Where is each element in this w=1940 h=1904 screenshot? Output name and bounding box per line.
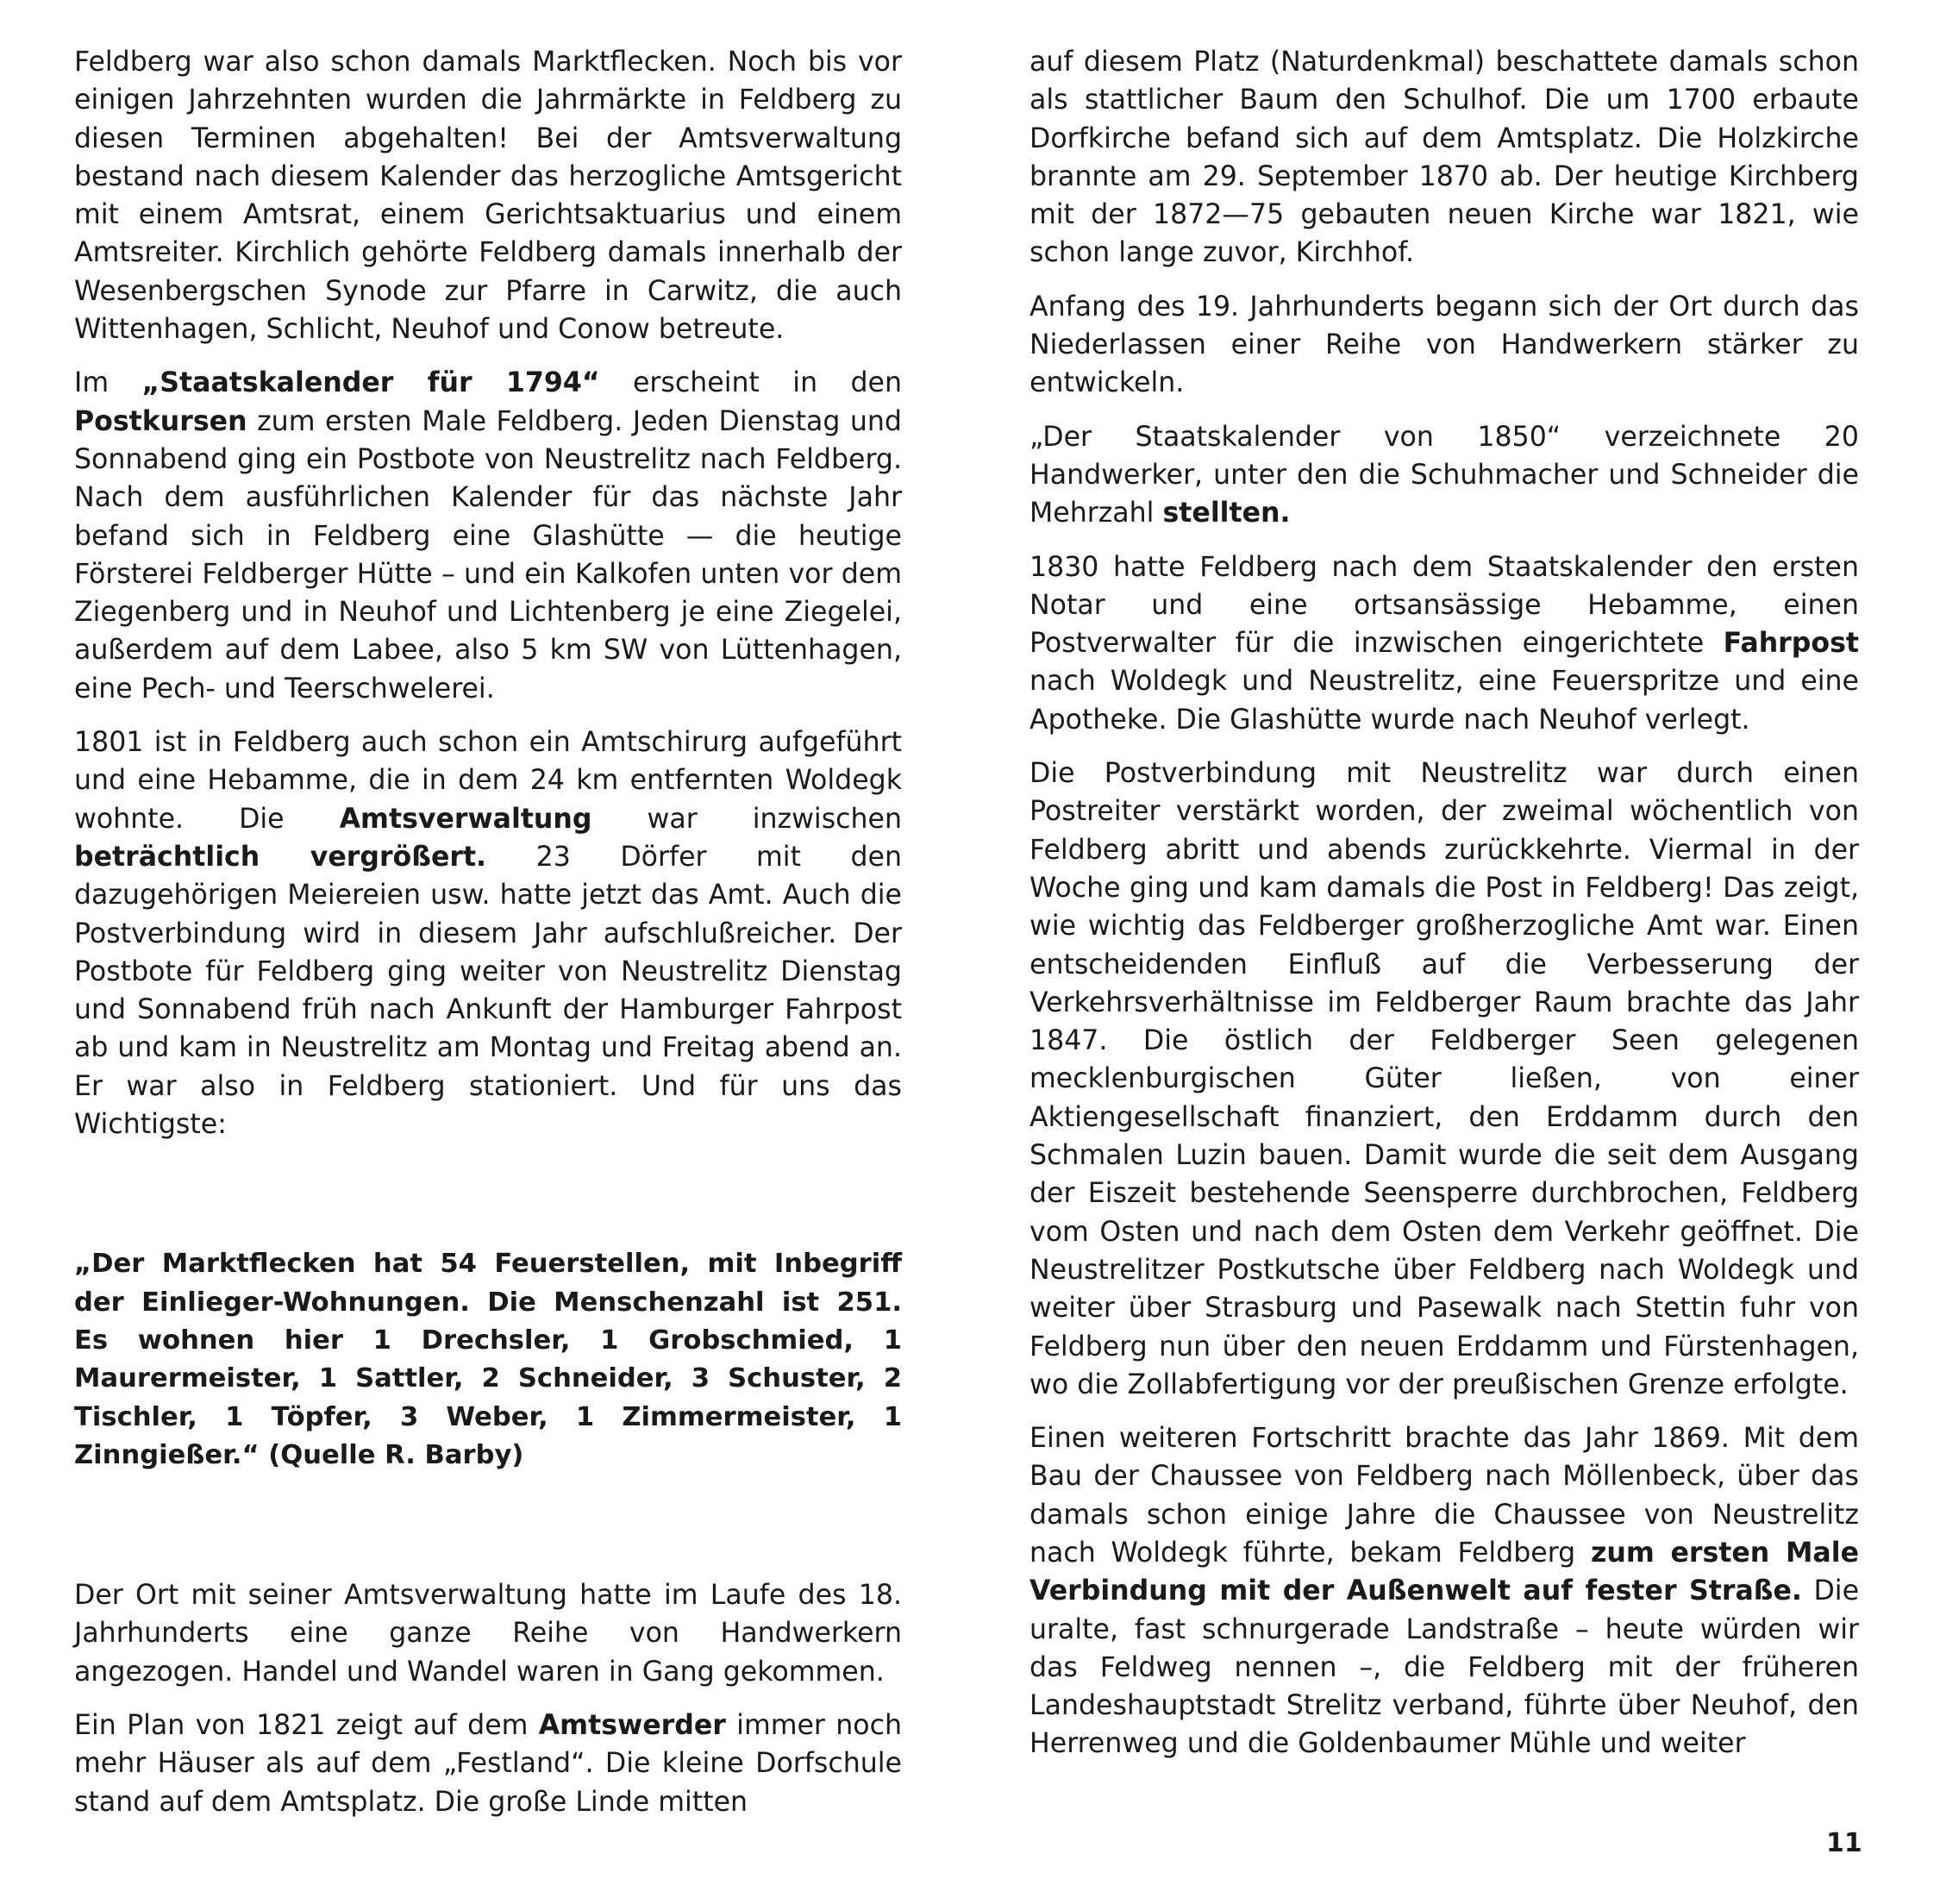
left-text-column <box>74 43 902 1837</box>
text-run: Die uralte, fast schnurgerade Landstraße – heute würden wir das Feldweg nennen –, die Feldberg mit der früheren Landeshauptstadt Strelitz verband, führte über Neuhof, den Herrenweg und die Goldenbaumer Mühle und weiter <box>1029 1575 1860 1760</box>
text-run: 23 Dörfer mit den dazugehörigen Meiereien usw. hatte jetzt das Amt. Auch die Postverbindung wird in diesem Jahr aufschlußreicher. Der Postbote für Feldberg ging weiter von Neustrelitz Dienstag und Sonnabend früh nach Ankunft der Hamburger Fahrpost ab und kam in Neustrelitz am Montag und Freitag abend an. Er war also in Feldberg stationiert. Und für uns das Wichtigste: <box>74 841 903 1141</box>
text-run: Die Postverbindung mit Neustrelitz war durch einen Postreiter verstärkt worden, der zweimal wöchentlich von Feldberg abritt und abends zurückkehrte. Viermal in der Woche ging und kam damals die Post in Feldberg! Das zeigt, wie wichtig das Feldberger großherzogliche Amt war. Einen entscheidenden Einfluß auf die Verbesserung der Verkehrsverhältnisse im Feldberger Raum brachte das Jahr 1847. Die östlich der Feldberger Seen gelegenen mecklenburgischen Güter ließen, von einer Aktiengesellschaft finanziert, den Erddamm durch den Schmalen Luzin bauen. Damit wurde die seit dem Ausgang der Eiszeit bestehende Seensperre durchbrochen, Feldberg vom Osten und nach dem Osten dem Verkehr geöffnet. Die Neustrelitzer Postkutsche über Feldberg nach Woldegk und weiter über Strasburg und Pasewalk nach Stettin fuhr von Feldberg nun über den neuen Erddamm und Fürstenhagen, wo die Zollabfertigung vor der preußischen Grenze erfolgte. <box>1029 758 1859 1400</box>
paragraph-handwerker-18-jahrhundert <box>74 1576 902 1691</box>
paragraph-linde-dorfkirche <box>1029 43 1859 272</box>
text-run: Feldberg war also schon damals Marktflecken. Noch bis vor einigen Jahrzehnten wurden die Jahrmärkte in Feldberg zu diesen Terminen abgehalten! Bei der Amtsverwaltung bestand nach diesem Kalender das herzogliche Amtsgericht mit einem Amtsrat, einem Gerichtsaktuarius und einem Amtsreiter. Kirchlich gehörte Feldberg damals innerhalb der Wesenbergschen Synode zur Pfarre in Carwitz, die auch Wittenhagen, Schlicht, Neuhof und Conow betreute. <box>74 47 902 346</box>
paragraph-1801-amtsverwaltung <box>74 723 902 1143</box>
bold-text-run: Fahrpost <box>1723 628 1859 660</box>
paragraph-1830-notar <box>1029 548 1859 739</box>
text-run: Einen weiteren Fortschritt brachte das Jahr 1869. Mit dem Bau der Chaussee von Feldberg nach Möllenbeck, über das damals schon einige Jahre die Chaussee von Neustrelitz nach Woldegk führte, bekam Feldberg <box>1029 1423 1859 1569</box>
paragraph-19-jahrhundert <box>1029 288 1859 403</box>
bold-text-run: beträchtlich vergrößert. <box>74 841 487 873</box>
text-run: Im <box>74 367 142 399</box>
bold-text-run: „Der Marktflecken hat 54 Feuerstellen, mit Inbegriff der Einlieger-Wohnungen. Die Menschenzahl ist 251. Es wohnen hier 1 Drechsler, 1 Grobschmied, 1 Maurermeister, 1 Sattler, 2 Schneider, 3 Schuster, 2 Tischler, 1 Töpfer, 3 Weber, 1 Zimmermeister, 1 Zinngießer.“ (Quelle R. Barby) <box>74 1249 902 1470</box>
bold-text-run: Postkursen <box>74 405 247 437</box>
bold-text-run: Amtsverwaltung <box>339 803 592 835</box>
text-run: war inzwischen <box>591 803 903 835</box>
text-run: immer noch mehr Häuser als auf dem „Festland“. Die kleine Dorfschule stand auf dem Amtsplatz. Die große Linde mitten <box>74 1709 902 1818</box>
bold-text-run: stellten. <box>1162 498 1291 529</box>
bold-text-run: „Staatskalender für 1794“ <box>141 367 600 399</box>
right-text-column <box>1029 43 1859 1779</box>
quote-marktflecken-feuerstellen <box>74 1245 902 1475</box>
text-run: 1830 hatte Feldberg nach dem Staatskalender den ersten Notar und eine ortsansässige Hebamme, einen Postverwalter für die inzwischen eingerichtete <box>1029 551 1859 660</box>
text-run: 1801 ist in Feldberg auch schon ein Amtschirurg aufgeführt und eine Hebamme, die in dem 24 km entfernten Woldegk wohnte. Die <box>74 727 902 835</box>
text-run: Ein Plan von 1821 zeigt auf dem <box>74 1709 539 1741</box>
paragraph-staatskalender-1794 <box>74 364 902 708</box>
paragraph-staatskalender-1850 <box>1029 418 1859 533</box>
text-run: auf diesem Platz (Naturdenkmal) beschattete damals schon als stattlicher Baum den Schulhof. Die um 1700 erbaute Dorfkirche befand sich auf dem Amtsplatz. Die Holzkirche brannte am 29. September 1870 ab. Der heutige Kirchberg mit der 1872—75 gebauten neuen Kirche war 1821, wie schon lange zuvor, Kirchhof. <box>1029 47 1859 269</box>
text-run: zum ersten Male Feldberg. Jeden Dienstag und Sonnabend ging ein Postbote von Neustrelitz nach Feldberg. Nach dem ausführlichen Kalender für das nächste Jahr befand sich in Feldberg eine Glashütte — die heutige Försterei Feldberger Hütte – und ein Kalkofen unten vor dem Ziegenberg und in Neuhof und Lichtenberg je eine Ziegelei, außerdem auf dem Labee, also 5 km SW von Lüttenhagen, eine Pech- und Teerschwelerei. <box>74 405 902 705</box>
paragraph-postverbindung-erddamm <box>1029 755 1859 1404</box>
page-number: 11 <box>1826 1828 1862 1858</box>
paragraph-marktflecken <box>74 43 902 348</box>
text-run: Der Ort mit seiner Amtsverwaltung hatte im Laufe des 18. Jahrhunderts eine ganze Reihe von Handwerkern angezogen. Handel und Wandel waren in Gang gekommen. <box>74 1580 902 1688</box>
text-run: Anfang des 19. Jahrhunderts begann sich der Ort durch das Niederlassen einer Reihe von Handwerkern stärker zu entwickeln. <box>1029 291 1859 399</box>
text-run: nach Woldegk und Neustrelitz, eine Feuerspritze und eine Apotheke. Die Glashütte wurde nach Neuhof verlegt. <box>1029 666 1859 736</box>
text-run: erscheint in den <box>599 367 903 399</box>
paragraph-plan-1821 <box>74 1707 902 1821</box>
bold-text-run: zum ersten Male Verbindung mit der Außenwelt auf fester Straße. <box>1029 1537 1859 1607</box>
paragraph-chaussee-1869 <box>1029 1419 1859 1763</box>
bold-text-run: Amtswerder <box>538 1709 726 1741</box>
text-run: „Der Staatskalender von 1850“ verzeichnete 20 Handwerker, unter den die Schuhmacher und Schneider die Mehrzahl <box>1029 421 1859 529</box>
